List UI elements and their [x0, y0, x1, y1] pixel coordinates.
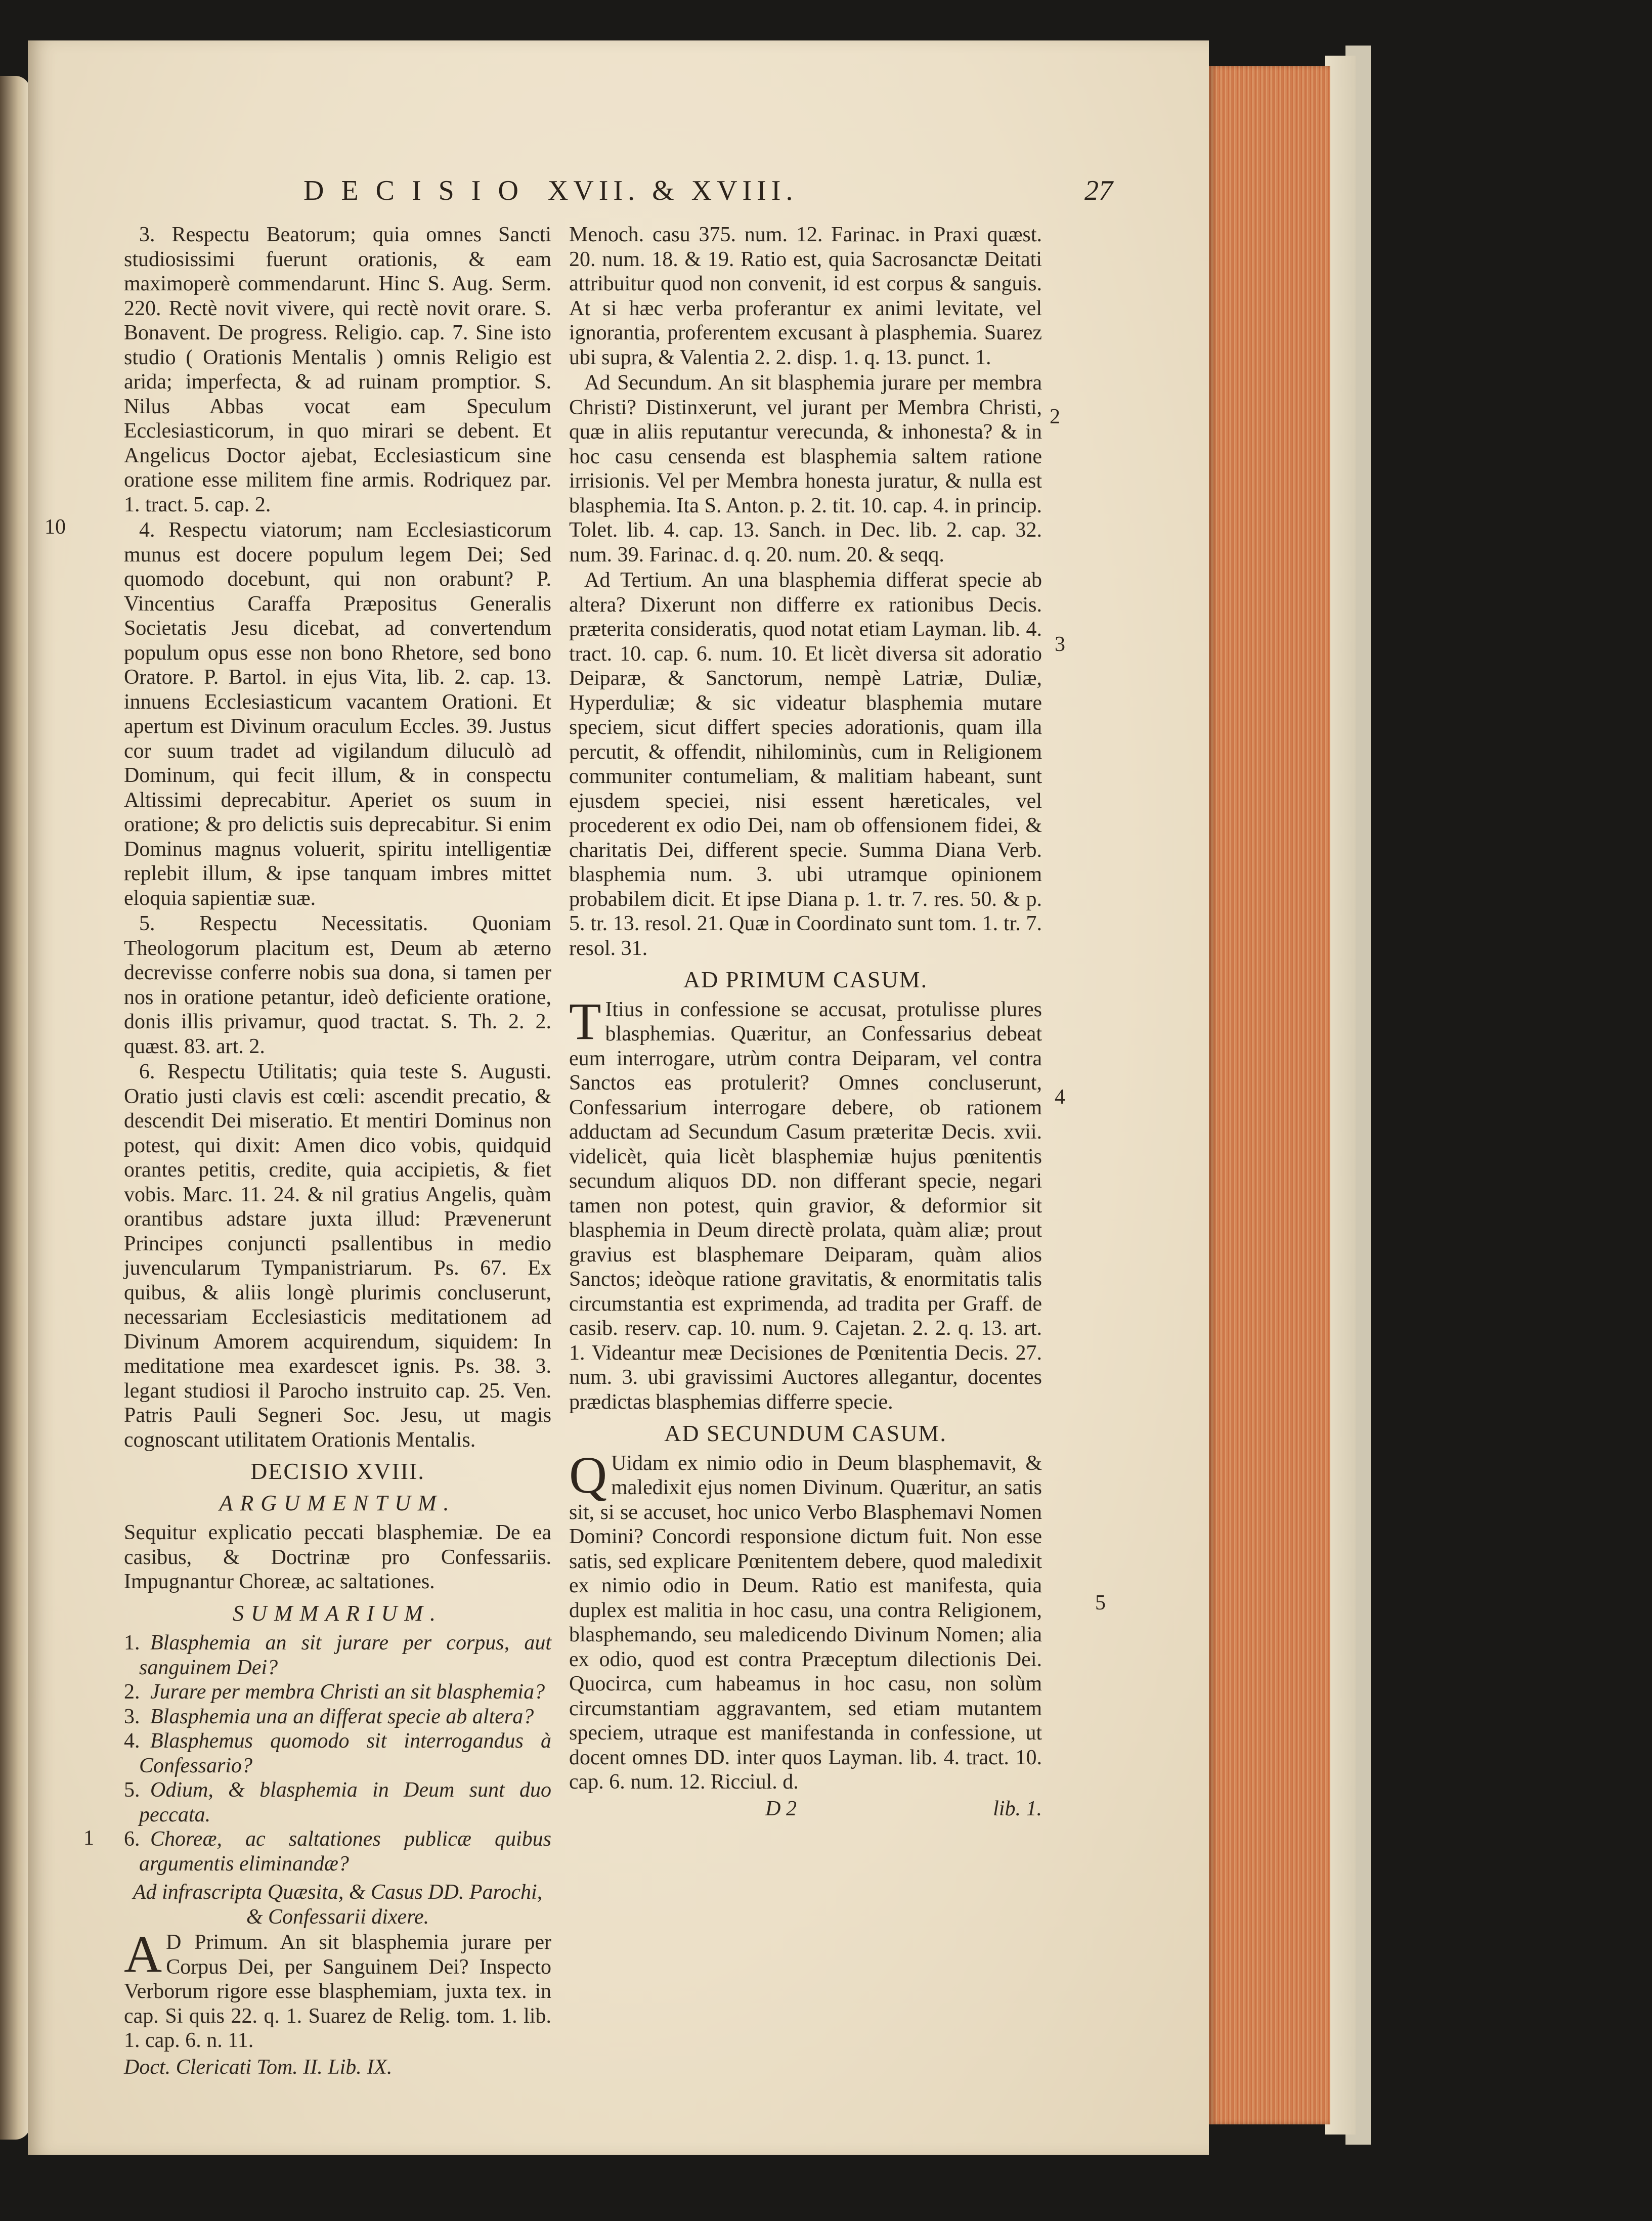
- page-number: 27: [1084, 175, 1113, 206]
- heading-argumentum: ARGUMENTUM.: [219, 1490, 456, 1515]
- signature-line: [124, 2055, 551, 2080]
- summary-item: 5. Odium, & blasphemia in Deum sunt duo peccata.: [124, 1778, 551, 1826]
- paragraph-respectu-viatorum: 4. Respectu viatorum; nam Ecclesiasticorum munus est docere populum legem Dei; Sed quomodo docebunt, qui non orabunt? P. Vincentius Caraffa Præpositus Generalis Societatis Jesu dicebat, ad convertendum populum opus esse non bono Rhetore, sed bono Oratore. P. Bartol. in ejus Vita, lib. 2. cap. 13. innuens Ecclesiasticum vacantem Orationi. Et apertum est Divinum oraculum Eccles. 39. Justus cor suum tradet ad vigilandum diluculò ad Dominum, qui fecit illum, & in conspectu Altissimi deprecabitur. Aperiet os suum in oratione; & pro delictis suis deprecabitur. Si enim Dominus magnus voluerit, spiritu intelligentiæ replebit illum, & ipse tanquam imbres mittet eloquia sapientiæ suæ.: [124, 518, 551, 910]
- signature-left: Doct. Clericati Tom. II. Lib. IX.: [124, 2055, 393, 2079]
- summary-item: 4. Blasphemus quomodo sit interrogandus à Confessario?: [124, 1729, 551, 1777]
- margin-number-1: 1: [83, 1826, 94, 1850]
- drop-cap: A: [124, 1925, 162, 1983]
- margin-number-3: 3: [1055, 633, 1065, 656]
- paragraph-ad-tertium: Ad Tertium. An una blasphemia differat specie ab altera? Dixerunt non differre ex rationibus Decis. præterita consideratis, quod notat etiam Layman. lib. 4. tract. 10. cap. 6. num. 10. Et licèt diversa sit adoratio Deiparæ, & Sanctorum, nempè Latriæ, Duliæ, Hyperduliæ; & sic videatur blasphemia mutare speciem, sicut differt species adorationis, quam illa percutit, & offendit, nihilominùs, cum in Religionem communiter contumeliam, & malitiam habeant, sunt ejusdem speciei, nisi essent hæreticales, vel procederent ex odio Dei, nam ob offensionem fidei, & charitatis Dei, different specie. Summa Diana Verb. blasphemia num. 3. ubi utramque opinionem probabilem dicit. Et ipse Diana p. 1. tr. 7. res. 50. & p. 5. tr. 13. resol. 21. Quæ in Coordinato sunt tom. 1. tr. 7. resol. 31.: [569, 569, 1042, 960]
- heading-ad-secundum-casum: AD SECUNDUM CASUM.: [664, 1420, 947, 1446]
- paragraph-respectu-beatorum: 3. Respectu Beatorum; quia omnes Sancti studiosissimi fuerunt orationis, & eam maximoperè commendarunt. Hinc S. Aug. Serm. 220. Rectè novit vivere, qui rectè novit orare. S. Bonavent. De progress. Religio. cap. 7. Sine isto studio ( Orationis Mentalis ) omnis Religio est arida; imperfecta, & ad ruinam promptior. S. Nilus Abbas vocat eam Speculum Ecclesiasticorum, in quo mirari se debent. Et Angelicus Doctor ajebat, Ecclesiasticum sine oratione esse militem fine armis. Rodriquez par. 1. tract. 5. cap. 2.: [124, 223, 551, 516]
- drop-cap: T: [569, 992, 601, 1051]
- summary-item: 2. Jurare per membra Christi an sit blasphemia?: [124, 1680, 545, 1704]
- paragraph-primum-casum: T Itius in confessione se accusat, protulisse plures blasphemias. Quæritur, an Confessarius debeat eum interrogare, utrùm contra Deiparam, vel contra Sanctos eas protulerit? Omnes concluserunt, Confessarium interrogare debere, ob rationem adductam ad Secundum Casum præteritæ Decis. xvii. videlicèt, quia licèt blasphemiæ hujus pœnitentis secundum aliquos DD. non differant specie, negari tamen non potest, quin gravior, & deformior sit blasphemia in Deum directè prolata, quàm aliæ; prout gravius est blasphemare Deiparam, quàm alios Sanctos; ideòque ratione gravitatis, & enormitatis talis circumstantia est exprimenda, ad tradita per Graff. de casib. reserv. cap. 10. num. 9. Cajetan. 2. 2. q. 13. art. 1. Videantur meæ Decisiones de Pœnitentia Decis. 27. num. 3. ubi gravissimi Auctores allegantur, docentes prædictas blasphemias differre specie.: [569, 992, 1042, 1414]
- drop-cap: Q: [569, 1446, 607, 1504]
- heading-decisio-xviii: DECISIO XVIII.: [250, 1458, 425, 1484]
- summary-list: [124, 1631, 551, 1876]
- summary-item: 3. Blasphemia una an differat specie ab altera?: [124, 1705, 534, 1728]
- catchword: lib. 1.: [993, 1797, 1042, 1820]
- paragraph-respectu-utilitatis: 6. Respectu Utilitatis; quia teste S. Augusti. Oratio justi clavis est cœli: ascendit precatio, & descendit Dei miseratio. Et mentiri Dominus non potest, qui dixit: Amen dico vobis, quidquid orantes petitis, credite, quia accipietis, & fiet vobis. Marc. 11. 24. & nil gratius Angelis, quàm orantibus adstare juxta illud: Prævenerunt Principes conjuncti psallentibus in medio juvencularum Tympanistriarum. Ps. 67. Ex quibus, & aliis longè plurimis concluserunt, necessariam Ecclesiasticis meditationem ad Divinum Amorem acquirendum, siquidem: In meditatione mea exardescet ignis. Ps. 38. 3. legant studiosi il Parocho instruito cap. 25. Ven. Patris Pauli Segneri Soc. Jesu, ut magis cognoscant utilitatem Orationis Mentalis.: [124, 1060, 551, 1452]
- heading-summarium: SUMMARIUM.: [233, 1600, 443, 1626]
- signature-line-right: [569, 1797, 1042, 1821]
- book-fore-edge: [1209, 66, 1330, 2124]
- summary-item: 1. Blasphemia an sit jurare per corpus, aut sanguinem Dei?: [124, 1631, 551, 1679]
- paragraph-continuation: Menoch. casu 375. num. 12. Farinac. in Praxi quæst. 20. num. 18. & 19. Ratio est, quia Sacrosanctæ Deitati attribuitur quod non convenit, id est corpus & sanguis. At si hæc verba proferantur ex animi levitate, vel ignorantia, proferentem excusant à plasphemia. Suarez ubi supra, & Valentia 2. 2. disp. 1. q. 13. punct. 1.: [569, 223, 1042, 369]
- facing-page-edge: [0, 76, 30, 2140]
- paragraph-respectu-necessitatis: 5. Respectu Necessitatis. Quoniam Theologorum placitum est, Deum ab æterno decrevisse conferre nobis sua dona, si tamen per nos in oratione petantur, ideò deficiente oratione, donis illis privamur, quod tractat. S. Th. 2. 2. quæst. 83. art. 2.: [124, 912, 551, 1058]
- paragraph-ad-primum: A D Primum. An sit blasphemia jurare per Corpus Dei, per Sanguinem Dei? Inspecto Verborum rigore esse blasphemiam, juxta tex. in cap. Si quis 22. q. 1. Suarez de Relig. tom. 1. lib. 1. cap. 6. n. 11.: [124, 1925, 551, 2052]
- paragraph-ad-secundum: Ad Secundum. An sit blasphemia jurare per membra Christi? Distinxerunt, vel jurant per Membra Christi, quæ in aliis reputantur verecunda, & inhonesta? & in hoc casu censenda est blasphemia saltem ratione irrisionis. Vel per Membra honesta juratur, & nulla est blasphemia. Ita S. Anton. p. 2. tit. 10. cap. 4. in princip. Tolet. lib. 4. cap. 13. Sanch. in Dec. lib. 2. cap. 32. num. 39. Farinac. d. q. 20. num. 20. & seqq.: [569, 371, 1042, 567]
- heading-ad-primum-casum: AD PRIMUM CASUM.: [683, 967, 928, 992]
- left-column: [124, 223, 551, 2080]
- ad-infrascripta: Ad infrascripta Quæsita, & Casus DD. Parochi, & Confessarii dixere.: [133, 1881, 543, 1929]
- signature-mark: D 2: [765, 1797, 797, 1820]
- margin-number-5: 5: [1095, 1591, 1106, 1615]
- paragraph-secundum-casum: Q Uidam ex nimio odio in Deum blasphemavit, & maledixit ejus nomen Divinum. Quæritur, an satis sit, si se accuset, hoc unico Verbo Blasphemavi Nomen Domini? Concordi responsione dictum fuit. Non esse satis, sed explicare Pœnitentem debere, quod maledixit ex nimio odio in Deum. Ratio est manifesta, quia duplex est malitia in hoc casu, una contra Religionem, blasphemando, seu maledicendo Divinum Nomen; alia ex odio, quod est contra Præceptum dilectionis Dei. Quocirca, cum habeamus in hoc casu, non solùm circumstantiam aggravantem, sed etiam mutantem speciem, utraque est manifestanda in confessione, ut docent omnes DD. inter quos Layman. lib. 4. tract. 10. cap. 6. num. 12. Ricciul. d.: [569, 1446, 1042, 1794]
- right-column: [569, 223, 1042, 1822]
- running-head-decisions: XVII. & XVIII.: [547, 175, 798, 206]
- margin-number-2: 2: [1050, 405, 1060, 428]
- summary-item: 6. Choreæ, ac saltationes publicæ quibus argumentis eliminandæ?: [124, 1827, 551, 1876]
- running-head-title: DECISIO: [303, 175, 536, 206]
- running-head: [303, 175, 1113, 210]
- margin-number-4: 4: [1055, 1085, 1065, 1109]
- argumentum-text: Sequitur explicatio peccati blasphemiæ. De ea casibus, & Doctrinæ pro Confessariis. Impugnantur Choreæ, ac saltationes.: [124, 1521, 551, 1593]
- margin-number-10: 10: [45, 515, 66, 539]
